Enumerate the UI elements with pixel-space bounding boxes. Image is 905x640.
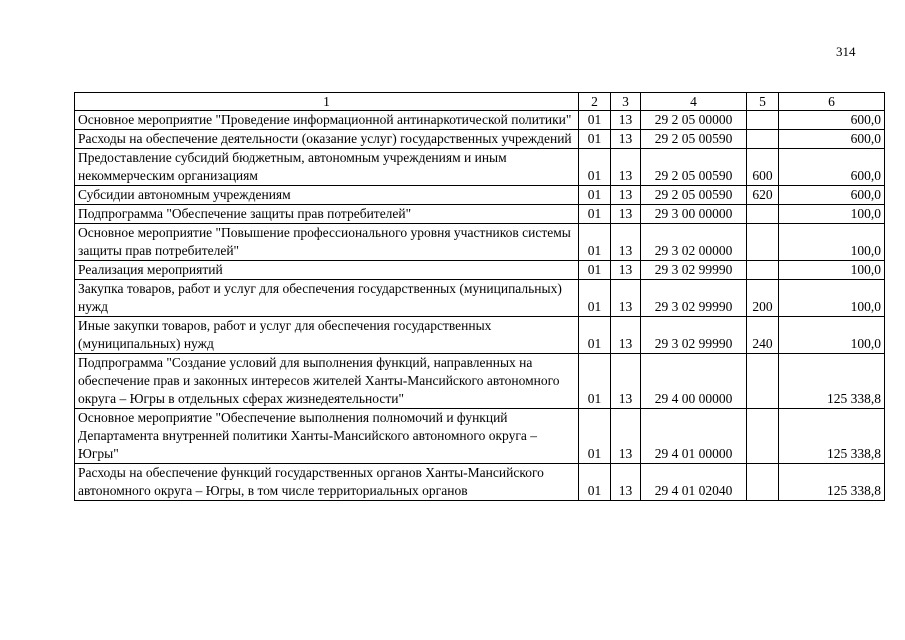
row-name-cell: Иные закупки товаров, работ и услуг для обеспечения государственных (муниципальных) нужд: [75, 317, 579, 354]
table-row: [75, 280, 885, 317]
row-expense-type-cell: [747, 354, 779, 409]
column-header: 3: [611, 93, 641, 111]
row-subsection-cell: 13: [611, 224, 641, 261]
row-subsection-cell: 13: [611, 317, 641, 354]
table-row: [75, 111, 885, 130]
row-target-article-cell: 29 4 01 02040: [641, 464, 747, 501]
table-header-row: [75, 93, 885, 111]
row-subsection-cell: 13: [611, 464, 641, 501]
row-amount-cell: 600,0: [779, 149, 885, 186]
row-section-cell: 01: [579, 130, 611, 149]
row-expense-type-cell: 600: [747, 149, 779, 186]
row-expense-type-cell: [747, 205, 779, 224]
row-amount-cell: 600,0: [779, 130, 885, 149]
row-expense-type-cell: [747, 130, 779, 149]
table-row: [75, 130, 885, 149]
table-row: [75, 261, 885, 280]
row-expense-type-cell: 240: [747, 317, 779, 354]
table-row: [75, 464, 885, 501]
row-name-cell: Субсидии автономным учреждениям: [75, 186, 579, 205]
table-row: [75, 317, 885, 354]
row-amount-cell: 600,0: [779, 186, 885, 205]
row-amount-cell: 100,0: [779, 224, 885, 261]
row-name-cell: Подпрограмма "Создание условий для выполнения функций, направленных на обеспечение прав и законных интересов жителей Ханты-Мансийского автономного округа – Югры в отдельных сферах жизнедеятельности": [75, 354, 579, 409]
row-target-article-cell: 29 3 02 00000: [641, 224, 747, 261]
page-number: 314: [836, 44, 856, 59]
row-expense-type-cell: [747, 261, 779, 280]
row-target-article-cell: 29 2 05 00590: [641, 149, 747, 186]
row-expense-type-cell: [747, 464, 779, 501]
row-name-cell: Расходы на обеспечение функций государственных органов Ханты-Мансийского автономного округа – Югры, в том числе территориальных органов: [75, 464, 579, 501]
table-row: [75, 186, 885, 205]
column-header: 2: [579, 93, 611, 111]
row-name-cell: Основное мероприятие "Проведение информационной антинаркотической политики": [75, 111, 579, 130]
row-target-article-cell: 29 4 01 00000: [641, 409, 747, 464]
row-subsection-cell: 13: [611, 130, 641, 149]
row-amount-cell: 600,0: [779, 111, 885, 130]
row-name-cell: Реализация мероприятий: [75, 261, 579, 280]
row-amount-cell: 125 338,8: [779, 354, 885, 409]
row-name-cell: Закупка товаров, работ и услуг для обеспечения государственных (муниципальных) нужд: [75, 280, 579, 317]
row-subsection-cell: 13: [611, 409, 641, 464]
row-expense-type-cell: 620: [747, 186, 779, 205]
table-row: [75, 409, 885, 464]
row-amount-cell: 125 338,8: [779, 464, 885, 501]
row-section-cell: 01: [579, 464, 611, 501]
row-section-cell: 01: [579, 205, 611, 224]
row-amount-cell: 100,0: [779, 280, 885, 317]
table-row: [75, 149, 885, 186]
column-header: 6: [779, 93, 885, 111]
row-amount-cell: 100,0: [779, 261, 885, 280]
row-section-cell: 01: [579, 280, 611, 317]
row-section-cell: 01: [579, 111, 611, 130]
column-header: 4: [641, 93, 747, 111]
row-name-cell: Подпрограмма "Обеспечение защиты прав потребителей": [75, 205, 579, 224]
row-subsection-cell: 13: [611, 111, 641, 130]
budget-table: [74, 92, 885, 501]
row-amount-cell: 125 338,8: [779, 409, 885, 464]
row-section-cell: 01: [579, 409, 611, 464]
row-target-article-cell: 29 3 00 00000: [641, 205, 747, 224]
row-target-article-cell: 29 2 05 00590: [641, 130, 747, 149]
column-header: 1: [75, 93, 579, 111]
row-expense-type-cell: [747, 224, 779, 261]
row-amount-cell: 100,0: [779, 205, 885, 224]
row-section-cell: 01: [579, 261, 611, 280]
row-target-article-cell: 29 3 02 99990: [641, 261, 747, 280]
row-section-cell: 01: [579, 149, 611, 186]
row-expense-type-cell: [747, 111, 779, 130]
row-subsection-cell: 13: [611, 280, 641, 317]
row-name-cell: Расходы на обеспечение деятельности (оказание услуг) государственных учреждений: [75, 130, 579, 149]
row-name-cell: Основное мероприятие "Обеспечение выполнения полномочий и функций Департамента внутренней политики Ханты-Мансийского автономного округа – Югры": [75, 409, 579, 464]
row-subsection-cell: 13: [611, 205, 641, 224]
column-header: 5: [747, 93, 779, 111]
row-target-article-cell: 29 4 00 00000: [641, 354, 747, 409]
row-subsection-cell: 13: [611, 261, 641, 280]
table-row: [75, 224, 885, 261]
table-row: [75, 354, 885, 409]
row-amount-cell: 100,0: [779, 317, 885, 354]
row-subsection-cell: 13: [611, 149, 641, 186]
row-target-article-cell: 29 3 02 99990: [641, 317, 747, 354]
table-row: [75, 205, 885, 224]
row-target-article-cell: 29 2 05 00590: [641, 186, 747, 205]
row-section-cell: 01: [579, 186, 611, 205]
row-target-article-cell: 29 2 05 00000: [641, 111, 747, 130]
row-subsection-cell: 13: [611, 186, 641, 205]
row-name-cell: Основное мероприятие "Повышение профессионального уровня участников системы защиты прав потребителей": [75, 224, 579, 261]
row-subsection-cell: 13: [611, 354, 641, 409]
row-expense-type-cell: 200: [747, 280, 779, 317]
row-section-cell: 01: [579, 224, 611, 261]
row-target-article-cell: 29 3 02 99990: [641, 280, 747, 317]
row-expense-type-cell: [747, 409, 779, 464]
row-section-cell: 01: [579, 317, 611, 354]
row-name-cell: Предоставление субсидий бюджетным, автономным учреждениям и иным некоммерческим организациям: [75, 149, 579, 186]
row-section-cell: 01: [579, 354, 611, 409]
